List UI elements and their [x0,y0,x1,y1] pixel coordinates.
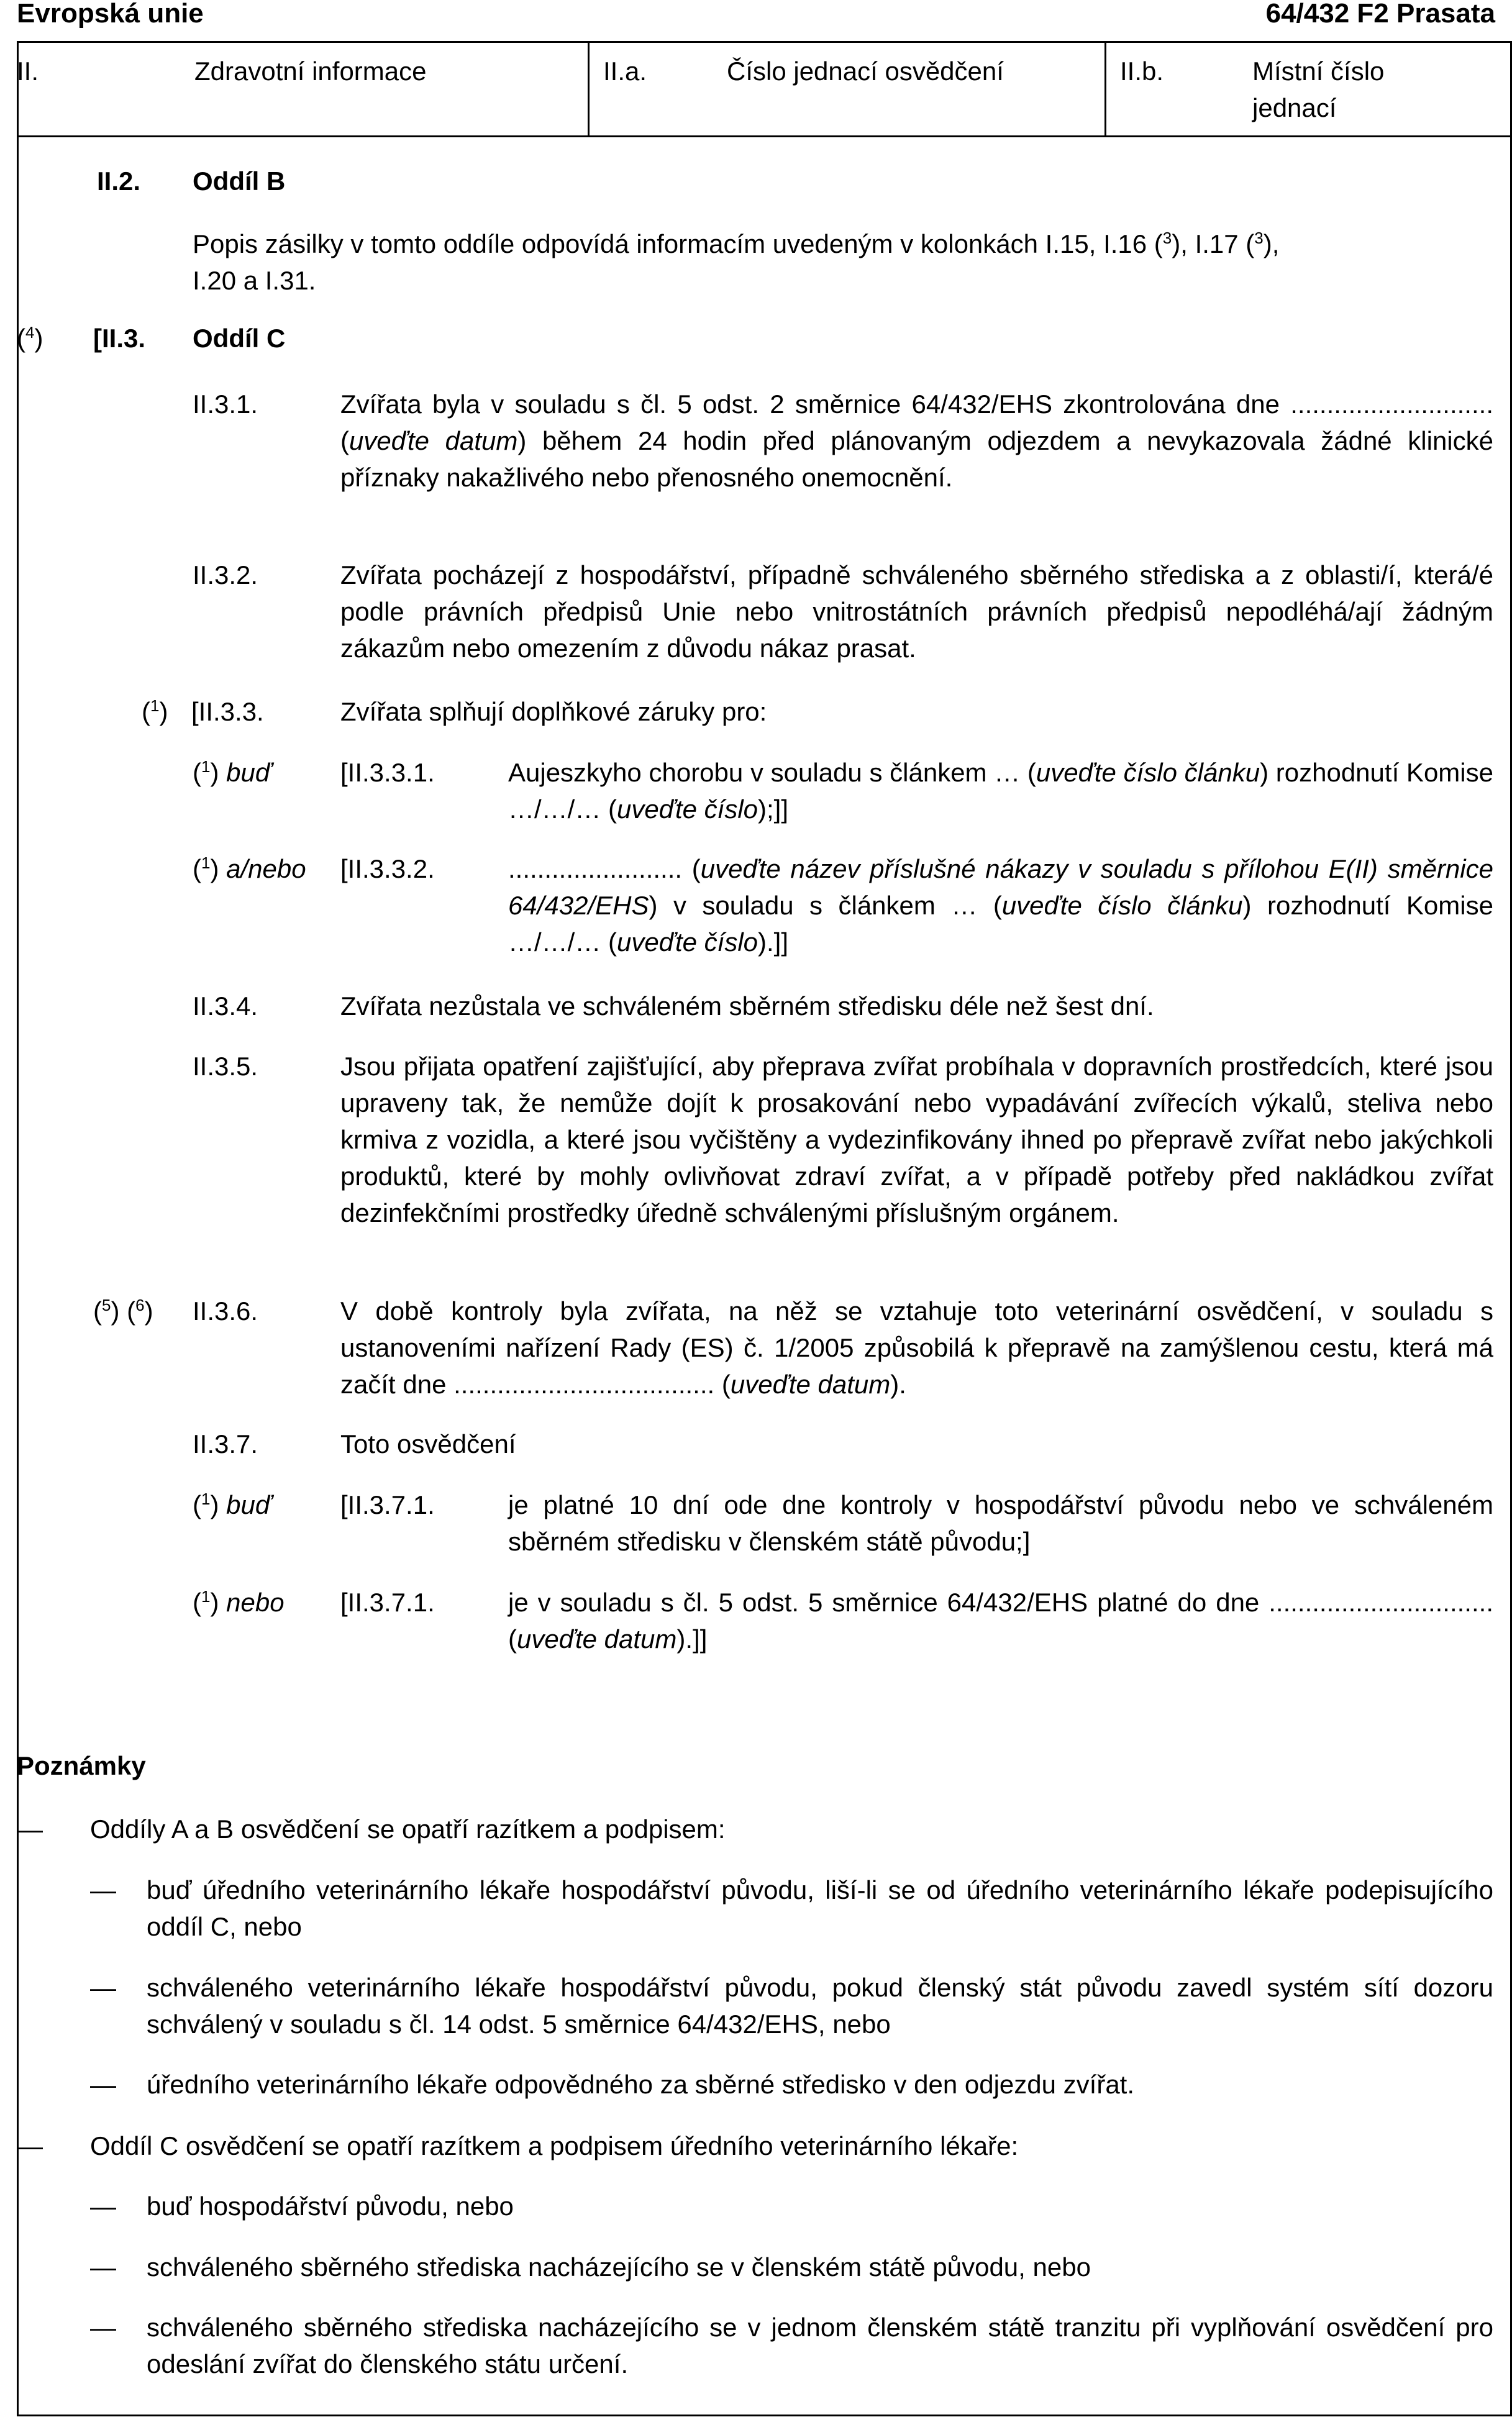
header-cell-num: II.a. [603,57,647,86]
item-text: je v souladu s čl. 5 odst. 5 směrnice 64/432/EHS platné do dne ............................... (uveďte datum).]] [508,1588,1493,1654]
header-title-left: Evropská unie [17,0,204,29]
item-number: II.3.2. [193,560,258,589]
item-number: [II.3.7.1. [340,1588,435,1617]
notes-title: Poznámky [17,1751,146,1780]
item-text: Zvířata nezůstala ve schváleném sběrném středisku déle než šest dní. [340,991,1154,1021]
footnote-ref: ($^1$) a/nebo [193,853,306,883]
note-item: Oddíly A a B osvědčení se opatří razítkem a podpisem: [90,1814,726,1844]
item-text: Zvířata byla v souladu s čl. 5 odst. 2 směrnice 64/432/EHS zkontrolována dne ............................ (uveďte datum) během 24 hodin před plánovaným odjezdem a nevykazovala žádné klinické příznaky nakažlivého nebo přenosného onemocnění. [340,389,1493,492]
header-divider-1 [588,41,590,137]
item-text: Aujeszkyho chorobu v souladu s článkem … (uveďte číslo článku) rozhodnutí Komise …/…/… (uveďte číslo);]] [508,758,1493,824]
header-cell-label: Místní číslo [1252,57,1385,86]
item-text: je platné 10 dní ode dne kontroly v hospodářství původu nebo ve schváleném sběrném středisku v členském státě původu;] [508,1490,1493,1556]
header-divider-2 [1104,41,1106,137]
note-subitem: schváleného veterinárního lékaře hospodářství původu, pokud členský stát původu zavedl systém sítí dozoru schválený v souladu s čl. 14 odst. 5 směrnice 64/432/EHS, nebo [147,1973,1493,2039]
item-text: ........................ (uveďte název příslušné nákazy v souladu s přílohou E(II) směrnice 64/432/EHS) v souladu s článkem … (uveďte číslo článku) rozhodnutí Komise …/…/… (uveďte číslo).]] [508,854,1493,957]
dash-marker: — [90,2252,116,2282]
footnote-ref: ($^1$) buď [193,1490,272,1519]
dash-marker: — [90,2192,116,2221]
item-number: II.3.1. [193,389,258,419]
item-number: II.3.5. [193,1052,258,1081]
section-b-text-line2: I.20 a I.31. [193,266,316,295]
section-title: Oddíl B [193,166,286,196]
section-number: [II.3. [93,324,146,353]
dash-marker: — [90,2313,116,2342]
section-title: Oddíl C [193,324,286,353]
dash-marker: — [90,1875,116,1905]
item-number: [II.3.3.2. [340,854,435,883]
dash-marker: — [17,2131,43,2160]
item-text: Zvířata pocházejí z hospodářství, případně schváleného sběrného střediska a z oblasti/í, která/é podle právních předpisů Unie nebo vnitrostátních právních předpisů nepodléhá/ají žádným zákazům nebo omezením z důvodu nákaz prasat. [340,560,1493,663]
footnote-ref: ($^1$) [142,696,168,726]
header-cell-label: jednací [1252,93,1337,122]
section-number: II.2. [97,166,141,196]
item-number: II.3.4. [193,991,258,1021]
section-b-text: Popis zásilky v tomto oddíle odpovídá informacím uvedeným v kolonkách I.15, I.16 ($^3$), I.17 ($^3$), [193,229,1280,258]
item-number: [II.3.3. [191,697,264,726]
note-subitem: schváleného sběrného střediska nacházejícího se v členském státě původu, nebo [147,2252,1091,2282]
header-cell-label: Zdravotní informace [194,57,427,86]
note-subitem: buď hospodářství původu, nebo [147,2192,514,2221]
item-number: II.3.6. [193,1296,258,1326]
note-subitem: schváleného sběrného střediska nacházejícího se v jednom členském státě tranzitu při vyplňování osvědčení pro odeslání zvířat do členského státu určení. [147,2313,1493,2378]
item-text: V době kontroly byla zvířata, na něž se vztahuje toto veterinární osvědčení, v souladu s ustanoveními nařízení Rady (ES) č. 1/2005 způsobilá k přepravě na zamýšlenou cestu, která má začít dne .................................... (uveďte datum). [340,1296,1493,1399]
header-cell-num: II.b. [1120,57,1164,86]
item-text: Jsou přijata opatření zajišťující, aby přeprava zvířat probíhala v dopravních prostředcích, které jsou upraveny tak, že nemůže dojít k prosakování nebo vypadávání zvířecích výkalů, steliva nebo krmiva z vozidla, a které jsou vyčištěny a vydezinfikovány ihned po přepravě zvířat nebo jakýchkoli produktů, které by mohly ovlivňovat zdraví zvířat, a v případě potřeby před nakládkou zvířat dezinfekčními prostředky úředně schválenými příslušným orgánem. [340,1052,1493,1227]
header-title-right: 64/432 F2 Prasata [1265,0,1495,29]
dash-marker: — [17,1814,43,1844]
footnote-ref: ($^1$) nebo [193,1587,285,1617]
footnote-ref: ($^1$) buď [193,757,272,787]
header-cell-num: II. [17,57,39,86]
footnote-ref: ($^5$) ($^6$) [93,1296,153,1326]
item-number: II.3.7. [193,1429,258,1459]
item-text: Zvířata splňují doplňkové záruky pro: [340,697,767,726]
item-number: [II.3.3.1. [340,758,435,787]
item-number: [II.3.7.1. [340,1490,435,1519]
dash-marker: — [90,1973,116,2002]
header-cell-label: Číslo jednací osvědčení [727,57,1004,86]
footnote-ref: ($^4$) [17,323,43,353]
note-subitem: buď úředního veterinárního lékaře hospodářství původu, liší-li se od úředního veterinárního lékaře podepisujícího oddíl C, nebo [147,1875,1493,1941]
note-item: Oddíl C osvědčení se opatří razítkem a podpisem úředního veterinárního lékaře: [90,2131,1019,2160]
note-subitem: úředního veterinárního lékaře odpovědného za sběrné středisko v den odjezdu zvířat. [147,2070,1135,2099]
dash-marker: — [90,2070,116,2099]
item-text: Toto osvědčení [340,1429,516,1459]
